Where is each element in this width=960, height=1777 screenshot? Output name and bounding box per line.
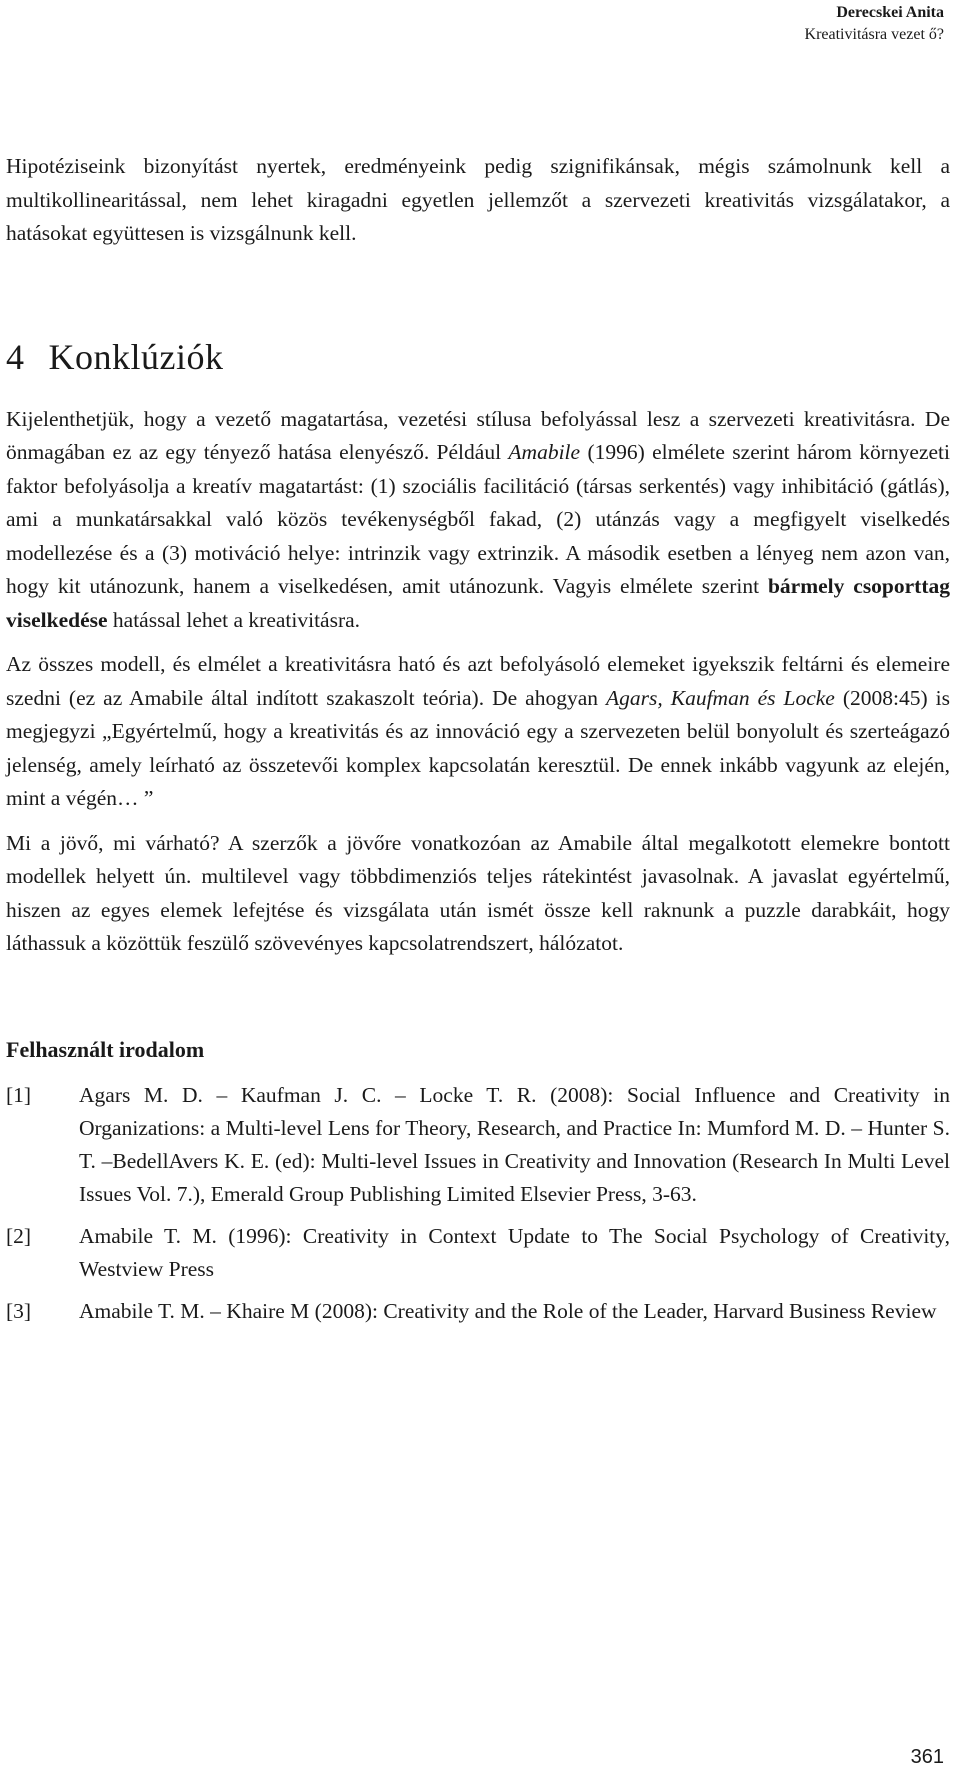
reference-index: [3] (6, 1298, 32, 1323)
para1-text-b: (1996) elmélete szerint három környezeti faktor befolyásolja a kreatív magatartást: (1) szociális facilitáció (társas serkentés) vagy inhibitáció (gátlás), ami a munkatársakkal való közös tevékenységből fakad, (2) utánzás vagy a megfigyelt viselkedés modellezése és a (3) motiváció helye: intrinzik vagy extrinzik. A második esetben a lényeg nem azon van, hogy kit utánozunk, hanem a viselkedésen, amit utánozunk. Vagyis elmélete szerint (6, 440, 950, 598)
page-body (6, 150, 950, 1328)
header-title: Kreativitásra vezet ő? (804, 26, 944, 43)
reference-list (6, 1079, 950, 1328)
page-number: 361 (910, 1746, 944, 1768)
section-number: 4 (6, 336, 25, 377)
references-title: Felhasznált irodalom (6, 1036, 205, 1062)
conclusion-paragraph-2 (6, 648, 950, 816)
para2-italic-authors: Agars, Kaufman és Locke (606, 685, 835, 710)
reference-item (6, 1295, 950, 1328)
header-author: Derecskei Anita (836, 4, 944, 21)
reference-item (6, 1079, 950, 1211)
para1-text-a: Kijelenthetjük, hogy a vezető magatartása, vezetési stílusa befolyással lesz a szervezeti kreativitásra. De önmagában ez az egy tényező hatása elenyésző. Például (6, 406, 950, 464)
para1-italic-amabile: Amabile (508, 440, 581, 464)
para1-bold-emphasis: bármely csoporttag viselkedése (6, 574, 951, 632)
intro-paragraph: Hipotéziseink bizonyítást nyertek, eredményeink pedig szignifikánsak, mégis számolnunk kell a multikollinearitással, nem lehet kiragadni egyetlen jellemzőt a szervezeti kreativitás vizsgálatakor, a hatásokat együttesen is vizsgálnunk kell. (6, 154, 950, 245)
para1-text-c: hatással lehet a kreativitásra. (107, 607, 361, 632)
reference-text: Amabile T. M. (1996): Creativity in Context Update to The Social Psychology of Creativity, Westview Press (79, 1223, 950, 1281)
reference-text: Amabile T. M. – Khaire M (2008): Creativity and the Role of the Leader, Harvard Business Review (79, 1298, 937, 1323)
reference-text: Agars M. D. – Kaufman J. C. – Locke T. R. (2008): Social Influence and Creativity in Organizations: a Multi-level Lens for Theory, Research, and Practice In: Mumford M. D. – Hunter S. T. –BedellAvers K. E. (ed): Multi-level Issues in Creativity and Innovation (Research In Multi Level Issues Vol. 7.), Emerald Group Publishing Limited Elsevier Press, 3-63. (79, 1082, 950, 1206)
para2-text-a: Az összes modell, és elmélet a kreativitásra ható és azt befolyásoló elemeket igyekszik feltárni és elemeire szedni (ez az Amabile által indított szakaszolt teória). De ahogyan (6, 652, 950, 710)
running-header (805, 2, 944, 46)
section-title: Konklúziók (48, 336, 224, 377)
reference-index: [2] (6, 1223, 32, 1248)
reference-item (6, 1220, 950, 1286)
conclusion-paragraph-3: Mi a jövő, mi várható? A szerzők a jövőre vonatkozóan az Amabile által megalkotott elemekre bontott modellek helyett ún. multilevel vagy többdimenziós teljes rátekintést javasolnak. A javaslat egyértelmű, hiszen az egyes elemek lefejtése és vizsgálata után ismét össze kell raknunk a puzzle darabkáit, hogy láthassuk a közöttük feszülő szövevényes kapcsolatrendszert, hálózatot. (6, 830, 950, 955)
section-heading (6, 337, 950, 377)
reference-index: [1] (6, 1082, 32, 1107)
conclusion-paragraph-1 (6, 403, 950, 638)
para2-text-b: (2008:45) is megjegyzi „Egyértelmű, hogy a kreativitás és az innováció egy a szervezeten belül bonyolult és szerteágazó jelenség, amely leírható az összetevői komplex kapcsolatán keresztül. De ennek inkább vagyunk az elején, mint a végén… ” (6, 685, 950, 810)
